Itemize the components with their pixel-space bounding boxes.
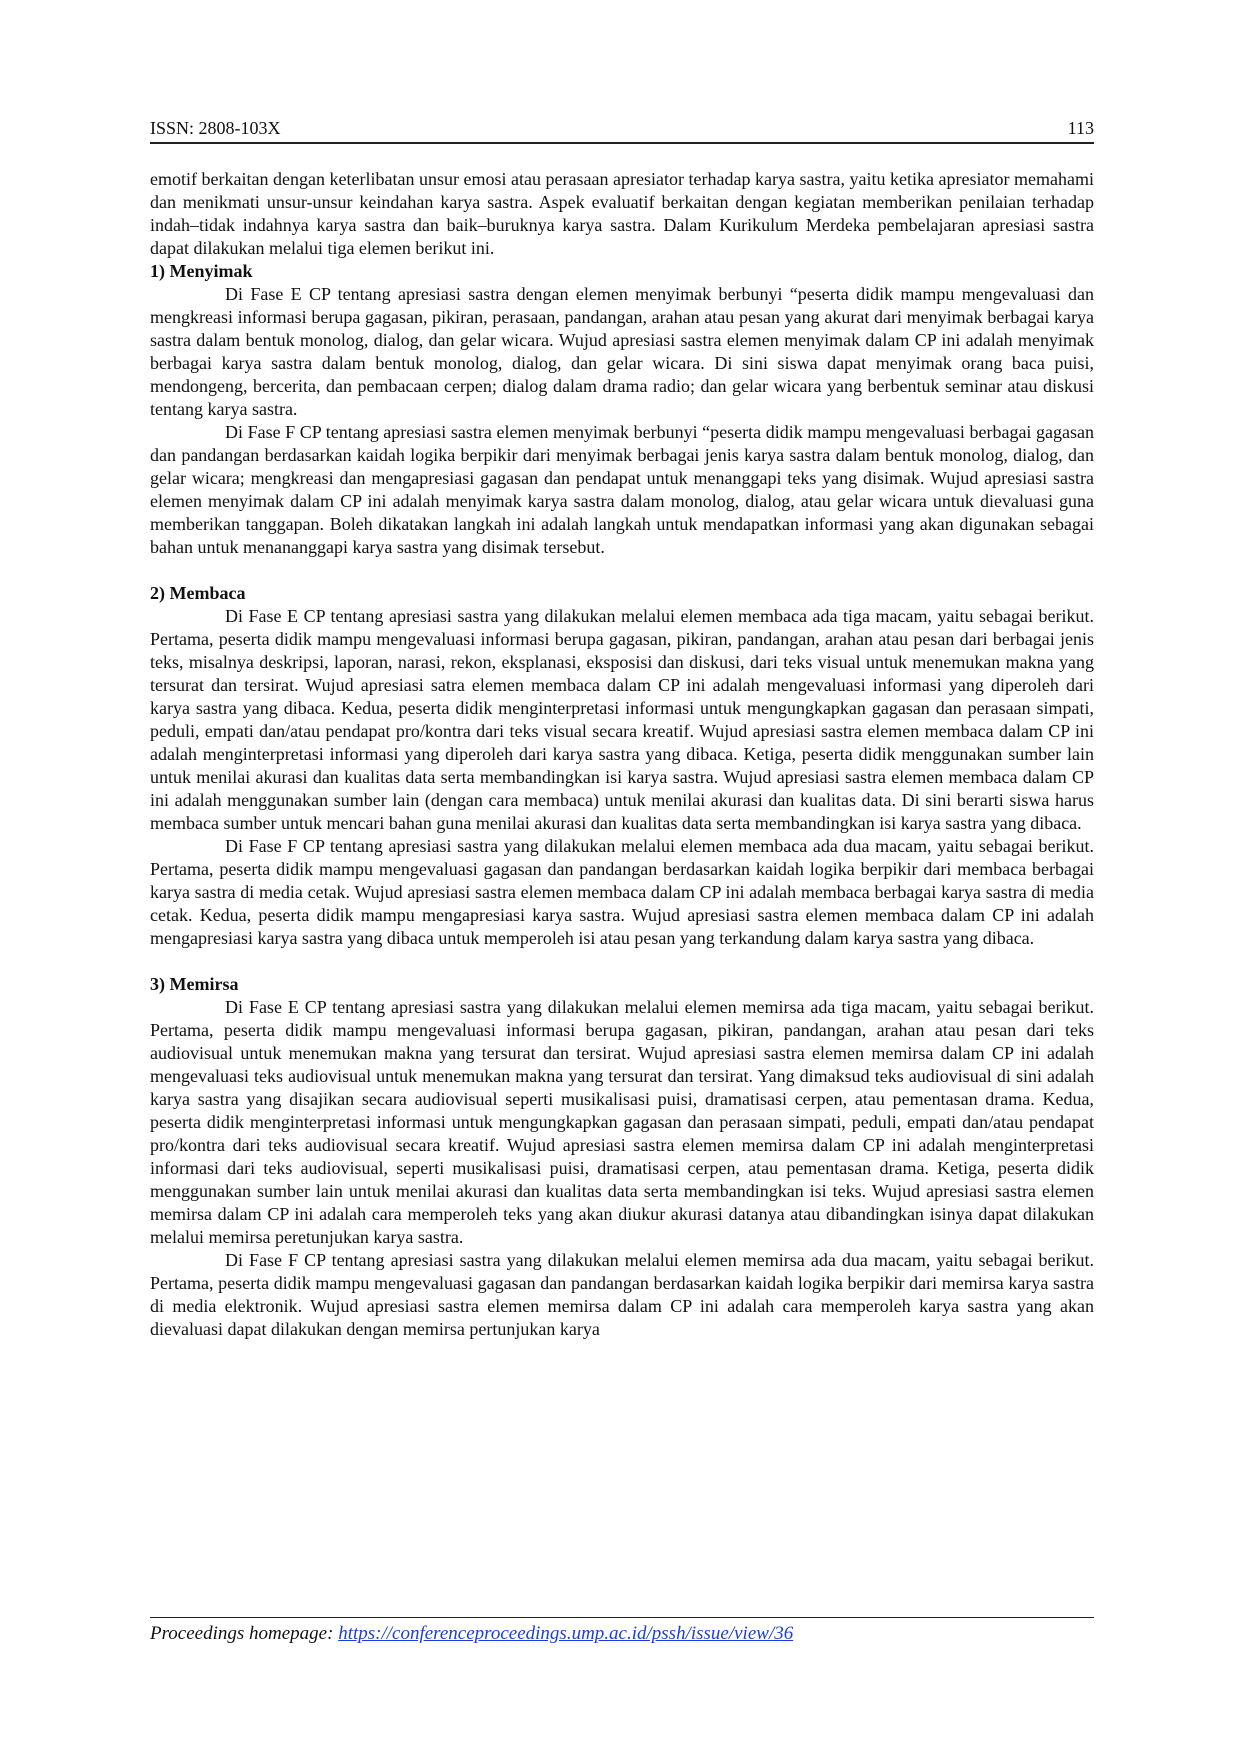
- paragraph-membaca-fase-e: Di Fase E CP tentang apresiasi sastra yang dilakukan melalui elemen membaca ada tiga macam, yaitu sebagai berikut. Pertama, peserta didik mampu mengevaluasi informasi berupa gagasan, pikiran, pandangan, arahan atau pesan dari berbagai jenis teks, misalnya deskripsi, laporan, narasi, rekon, eksplanasi, eksposisi dan diskusi, dari teks visual untuk menemukan makna yang tersurat dan tersirat. Wujud apresiasi satra elemen membaca dalam CP ini adalah mengevaluasi informasi yang diperoleh dari karya sastra yang dibaca. Kedua, peserta didik menginterpretasi informasi untuk mengungkapkan gagasan dan perasaan simpati, peduli, empati dan/atau pendapat pro/kontra dari teks visual secara kreatif. Wujud apresiasi sastra elemen membaca dalam CP ini adalah menginterpretasi informasi yang diperoleh dari karya sastra yang dibaca. Ketiga, peserta didik menggunakan sumber lain untuk menilai akurasi dan kualitas data serta membandingkan isi karya sastra. Wujud apresiasi sastra elemen membaca dalam CP ini adalah menggunakan sumber lain (dengan cara membaca) untuk menilai akurasi dan kualitas data. Di sini berarti siswa harus membaca sumber untuk mencari bahan guna menilai akurasi dan kualitas data serta membandingkan isi karya sastra yang dibaca.: [150, 606, 1094, 833]
- heading-menyimak: 1) Menyimak: [150, 261, 253, 281]
- paragraph-menyimak-fase-f: Di Fase F CP tentang apresiasi sastra elemen menyimak berbunyi “peserta didik mampu mengevaluasi berbagai gagasan dan pandangan berdasarkan kaidah logika berpikir dari menyimak berbagai jenis karya sastra dalam bentuk monolog, dialog, dan gelar wicara; mengkreasi dan mengapresiasi gagasan dan pendapat untuk menanggapi teks yang disimak. Wujud apresiasi sastra elemen menyimak dalam CP ini adalah menyimak karya sastra dalam monolog, dialog, atau gelar wicara untuk dievaluasi guna memberikan tanggapan. Boleh dikatakan langkah ini adalah langkah untuk mendapatkan informasi yang akan digunakan sebagai bahan untuk menananggapi karya sastra yang disimak tersebut.: [150, 422, 1094, 557]
- page-body: [150, 168, 1094, 1341]
- page-header: [150, 117, 1094, 144]
- proceedings-homepage-link[interactable]: https://conferenceproceedings.ump.ac.id/pssh/issue/view/36: [338, 1623, 794, 1644]
- heading-membaca: 2) Membaca: [150, 583, 246, 603]
- heading-memirsa: 3) Memirsa: [150, 974, 239, 994]
- issn-label: ISSN: 2808-103X: [150, 118, 281, 138]
- footer-label: Proceedings homepage:: [150, 1623, 339, 1644]
- paragraph-memirsa-fase-f: Di Fase F CP tentang apresiasi sastra yang dilakukan melalui elemen memirsa ada dua macam, yaitu sebagai berikut. Pertama, peserta didik mampu mengevaluasi gagasan dan pandangan berdasarkan kaidah logika berpikir dari memirsa karya sastra di media elektronik. Wujud apresiasi sastra elemen memirsa dalam CP ini adalah cara memperoleh karya sastra yang akan dievaluasi dapat dilakukan dengan memirsa pertunjukan karya: [150, 1250, 1094, 1339]
- paragraph-menyimak-fase-e: Di Fase E CP tentang apresiasi sastra dengan elemen menyimak berbunyi “peserta didik mampu mengevaluasi dan mengkreasi informasi berupa gagasan, pikiran, perasaan, pandangan, arahan atau pesan yang akurat dari menyimak berbagai karya sastra dalam bentuk monolog, dialog, dan gelar wicara. Wujud apresiasi sastra elemen menyimak dalam CP ini adalah menyimak berbagai karya sastra dalam bentuk monolog, dialog, dan gelar wicara. Di sini siswa dapat menyimak orang baca puisi, mendongeng, bercerita, dan pembacaan cerpen; dialog dalam drama radio; dan gelar wicara yang berbentuk seminar atau diskusi tentang karya sastra.: [150, 284, 1094, 419]
- intro-paragraph: emotif berkaitan dengan keterlibatan unsur emosi atau perasaan apresiator terhadap karya sastra, yaitu ketika apresiator memahami dan menikmati unsur-unsur keindahan karya sastra. Aspek evaluatif berkaitan dengan kegiatan memberikan penilaian terhadap indah–tidak indahnya karya sastra dan baik–buruknya karya sastra. Dalam Kurikulum Merdeka pembelajaran apresiasi sastra dapat dilakukan melalui tiga elemen berikut ini.: [150, 169, 1094, 258]
- paragraph-membaca-fase-f: Di Fase F CP tentang apresiasi sastra yang dilakukan melalui elemen membaca ada dua macam, yaitu sebagai berikut. Pertama, peserta didik mampu mengevaluasi gagasan dan pandangan berdasarkan kaidah logika berpikir dari membaca berbagai karya sastra di media cetak. Wujud apresiasi sastra elemen membaca dalam CP ini adalah membaca berbagai karya sastra di media cetak. Kedua, peserta didik mampu mengapresiasi karya sastra. Wujud apresiasi sastra elemen membaca dalam CP ini adalah mengapresiasi karya sastra yang dibaca untuk memperoleh isi atau pesan yang terkandung dalam karya sastra yang dibaca.: [150, 836, 1094, 948]
- page-number: 113: [1067, 118, 1094, 138]
- paragraph-memirsa-fase-e: Di Fase E CP tentang apresiasi sastra yang dilakukan melalui elemen memirsa ada tiga macam, yaitu sebagai berikut. Pertama, peserta didik mampu mengevaluasi informasi berupa gagasan, pikiran, pandangan, arahan atau pesan dari teks audiovisual untuk menemukan makna yang tersurat dan tersirat. Wujud apresiasi sastra elemen memirsa dalam CP ini adalah mengevaluasi teks audiovisual untuk menemukan makna yang tersurat dan tersirat. Yang dimaksud teks audiovisual di sini adalah karya sastra yang disajikan secara audiovisual seperti musikalisasi puisi, dramatisasi cerpen, atau pementasan drama. Kedua, peserta didik menginterpretasi informasi untuk mengungkapkan gagasan dan perasaan simpati, peduli, empati dan/atau pendapat pro/kontra dari teks audiovisual secara kreatif. Wujud apresiasi sastra elemen memirsa dalam CP ini adalah menginterpretasi informasi dari teks audiovisual, seperti musikalisasi puisi, dramatisasi cerpen, atau pementasan drama. Ketiga, peserta didik menggunakan sumber lain untuk menilai akurasi dan kualitas data serta membandingkan isi teks. Wujud apresiasi sastra elemen memirsa dalam CP ini adalah cara memperoleh teks yang akan diukur akurasi datanya atau dibandingkan isinya dapat dilakukan melalui memirsa peretunjukan karya sastra.: [150, 997, 1094, 1247]
- page-footer: [150, 1617, 1094, 1646]
